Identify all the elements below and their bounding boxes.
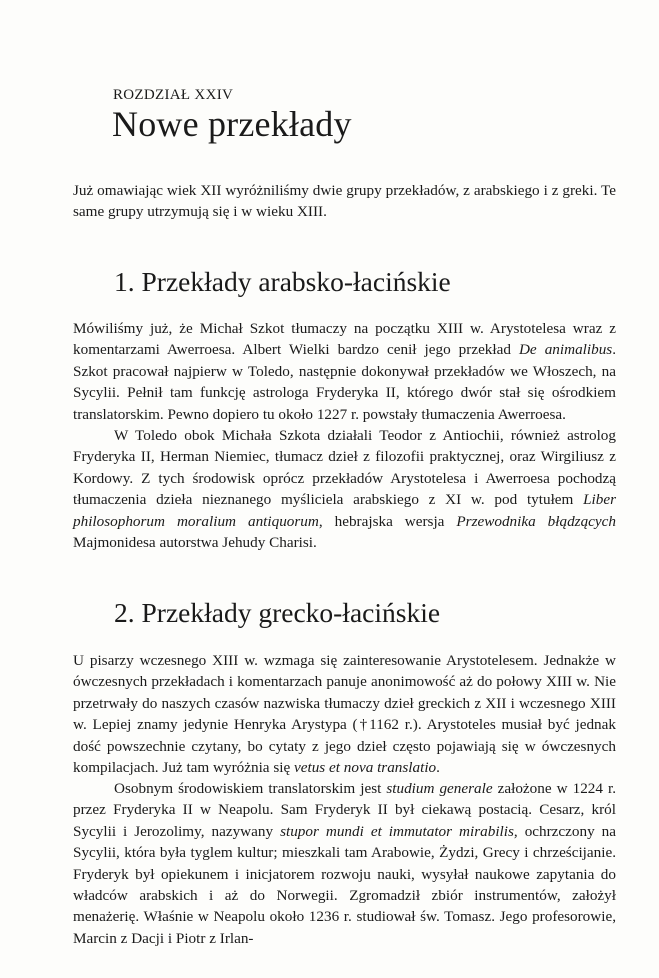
italic-title: De animalibus [518,341,613,359]
italic-title: Przewodnika błądzących [456,512,616,530]
italic-phrase: studium generale [386,780,493,797]
text-run: . [436,759,440,777]
section-2-paragraph-2 [73,778,616,949]
text-run: założone w 1224 r. przez Fryderyka II w Neapolu. Sam Fryderyk II był ciekawą postacią. Cesarz, król Sycylii i Jerozolimy, nazywany [73,780,617,840]
section-1-paragraph-2 [73,425,616,553]
italic-phrase: vetus et nova translatio [294,759,437,777]
italic-title: Liber philosophorum moralium antiquorum [73,491,616,530]
chapter-title: Nowe przekłady [112,104,352,144]
section-1-title: 1. Przekłady arabsko-łacińskie [114,266,451,297]
section-1-paragraph-1 [73,318,616,425]
text-run: Majmonidesa autorstwa Jehudy Charisi. [73,534,317,552]
section-2-paragraph-1 [73,650,616,778]
text-run: . Szkot pracował najpierw w Toledo, następnie dokonywał przekładów we Włoszech, na Sycylii. Pełnił tam funkcję astrologa Fryderyka II, którego dwór stał się ośrodkiem translatorskim. Pewno dopiero tu około 1227 r. powstały tłumaczenia Awerroesa. [73,341,616,423]
text-run: , ochrzczony na Sycylii, która była tyglem kultur; mieszkali tam Arabowie, Żydzi, Grecy i chrześcijanie. Fryderyk był opiekunem i inicjatorem rozwoju nauki, wysyłał naukowe zapytania do władców arabskich i aż do Norwegii. Zgromadził zbiór instrumentów, założył menażerię. Właśnie w Neapolu około 1236 r. studiował św. Tomasz. Jego profesorowie, Marcin z Dacji i Piotr z Irlan- [73,822,616,947]
text-run: , hebrajska wersja [318,512,457,530]
text-run: Osobnym środowiskiem translatorskim jest [114,780,387,797]
italic-phrase: stupor mundi et immutator mirabilis [280,822,514,840]
chapter-label: ROZDZIAŁ XXIV [113,87,234,103]
text-run: Mówiliśmy już, że Michał Szkot tłumaczy na początku XIII w. Arystotelesa wraz z komentarzami Awerroesa. Albert Wielki bardzo cenił jego przekład [73,320,616,359]
text-run: W Toledo obok Michała Szkota działali Teodor z Antiochii, również astrolog Fryderyka II, Herman Niemiec, tłumacz dzieł z filozofii praktycznej, oraz Wirgiliusz z Kordowy. Z tych środowisk oprócz przekładów Arystotelesa i Awerroesa pochodzą tłumaczenia dzieła nieznanego myśliciela arabskiego z XI w. pod tytułem [73,427,616,509]
text-run: U pisarzy wczesnego XIII w. wzmaga się zainteresowanie Arystotelesem. Jednakże w ówczesnych przekładach i komentarzach panuje anonimowość aż do połowy XIII w. Nie przetrwały do naszych czasów nazwiska tłumaczy dzieł greckich z XII i wczesnego XIII w. Lepiej znamy jedynie Henryka Arystypa (†1162 r.). Arystoteles musiał być jednak dość powszechnie czytany, bo cytaty z jego dzieł często pojawiają się w ówczesnych kompilacjach. Już tam wyróżnia się [73,652,616,777]
intro-paragraph: Już omawiając wiek XII wyróżniliśmy dwie grupy przekładów, z arabskiego i z greki. Te same grupy utrzymują się i w wieku XIII. [73,182,616,221]
section-2-title: 2. Przekłady grecko-łacińskie [114,597,441,628]
